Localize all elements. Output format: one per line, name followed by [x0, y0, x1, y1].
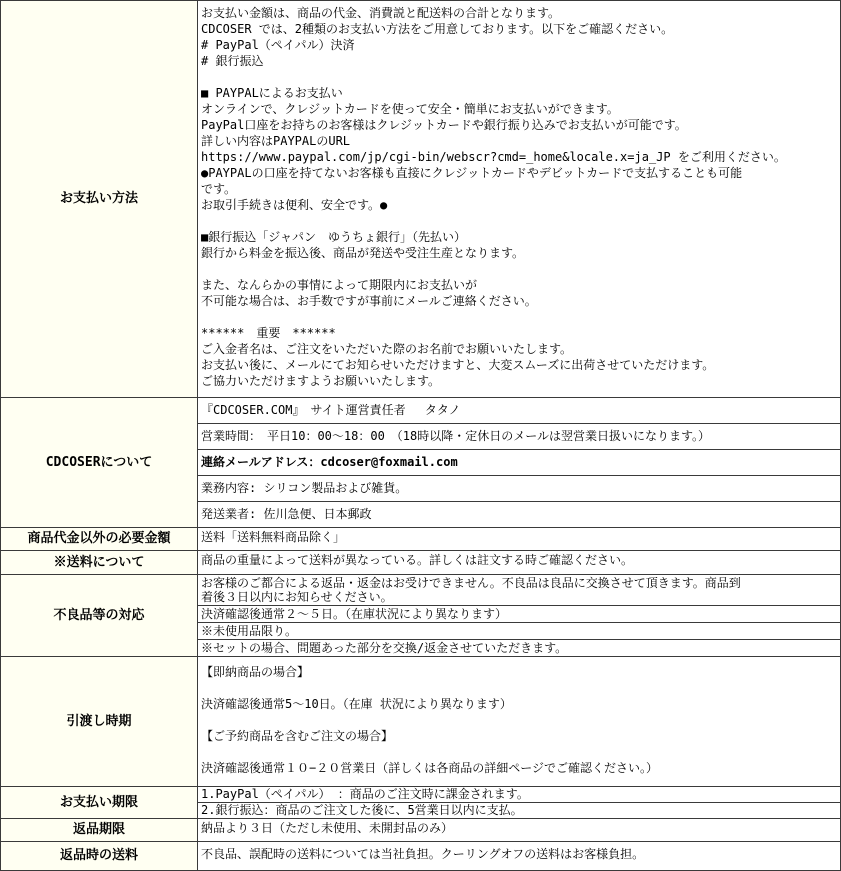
text-line: 営業時間： 平日10：00〜18：00 （18時以降・定休日のメールは翌営業日扱いになります。） — [201, 429, 711, 443]
text-line: 商品の重量によって送料が異なっている。詳しくは註文する時ご確認ください。 — [201, 553, 634, 567]
content-cell — [198, 551, 840, 574]
text-line: 連絡メールアドレス：cdcoser@foxmail.com — [201, 455, 458, 469]
content-cell — [198, 787, 840, 803]
content-cell — [198, 398, 840, 424]
row-content-delivery-time — [198, 657, 840, 786]
text-line: ●PAYPALの口座を持てないお客様も直接にクレジットカードやデビットカードで支払することも可能 — [201, 166, 743, 180]
text-line: 送料「送料無料商品除く」 — [201, 530, 346, 544]
text-line: 不可能な場合は、お手数ですが事前にメールご連絡ください。 — [201, 294, 537, 308]
text-line: ご入金者名は、ご注文をいただいた際のお名前でお願いいたします。 — [201, 342, 573, 356]
row-content-return-deadline — [198, 819, 840, 841]
content-cell — [198, 502, 840, 527]
row-content-about-cdcoser — [198, 398, 840, 527]
content-cell — [198, 476, 840, 502]
text-line: お支払い金額は、商品の代金、消費説と配送料の合計となります。 — [201, 6, 561, 20]
text-line: 決済確認後通常２〜５日。（在庫状況により異なります） — [201, 607, 508, 621]
text-line: オンラインで、クレジットカードを使って安全・簡単にお支払いができます。 — [201, 102, 619, 116]
content-cell — [198, 424, 840, 450]
text-line: 【即納商品の場合】 — [201, 665, 310, 679]
text-line: 詳しい内容はPAYPALのURL — [201, 134, 351, 148]
text-line: # PayPal（ペイパル）決済 — [201, 38, 355, 52]
row-label-about-cdcoser: CDCOSERについて — [1, 398, 198, 527]
text-line: CDCOSER では、2種類のお支払い方法をご用意しております。以下をご確認ください。 — [201, 22, 674, 36]
row-label-extra-fees: 商品代金以外の必要金額 — [1, 528, 198, 550]
table-row-shipping-note — [1, 551, 840, 575]
content-cell — [198, 842, 840, 870]
row-label-defective-items: 不良品等の対応 — [1, 575, 198, 656]
text-line: 銀行から料金を振込後、商品が発送や受注生産となります。 — [201, 246, 525, 260]
row-content-payment-deadline — [198, 787, 840, 818]
text-line — [201, 213, 837, 229]
text-line: 発送業者: 佐川急便、日本郵政 — [201, 507, 372, 521]
text-line: 1.PayPal（ペイパル） ：商品のご注文時に課金されます。 — [201, 787, 529, 801]
table-row-about-cdcoser — [1, 398, 840, 528]
content-cell — [198, 819, 840, 841]
content-cell — [198, 528, 840, 550]
text-line: ご協力いただけますようお願いいたします。 — [201, 374, 441, 388]
text-line: 着後３日以内にお知らせください。 — [201, 590, 393, 604]
row-content-extra-fees — [198, 528, 840, 550]
text-line — [201, 744, 837, 760]
row-content-return-shipping — [198, 842, 840, 870]
content-cell — [198, 575, 840, 606]
text-line: 業務内容: シリコン製品および雑貨。 — [201, 481, 408, 495]
table-row-defective-items — [1, 575, 840, 657]
text-line: ※セットの場合、問題あった部分を交換/返金させていただきます。 — [201, 641, 568, 655]
table-row-return-shipping — [1, 842, 840, 870]
text-line: お客様のご都合による返品・返金はお受けできません。不良品は良品に交換させて頂きます。商品到 — [201, 576, 741, 590]
text-line — [201, 309, 837, 325]
text-line: お取引手続きは便利、安全です。● — [201, 198, 388, 212]
text-line: 決済確認後通常１０−２０営業日（詳しくは各商品の詳細ページでご確認ください。） — [201, 761, 658, 775]
text-line: ■銀行振込「ジャパン ゆうちょ銀行」（先払い） — [201, 230, 466, 244]
text-line: 2.銀行振込：商品のご注文した後に、5営業日以内に支払。 — [201, 803, 523, 817]
text-line: また、なんらかの事情によって期限内にお支払いが — [201, 278, 478, 292]
text-line: です。 — [201, 182, 237, 196]
text-line: # 銀行振込 — [201, 54, 264, 68]
text-line: ■ PAYPALによるお支払い — [201, 86, 343, 100]
row-label-delivery-time: 引渡し時期 — [1, 657, 198, 786]
row-label-return-shipping: 返品時の送料 — [1, 842, 198, 870]
row-label-payment-deadline: お支払い期限 — [1, 787, 198, 818]
content-cell — [198, 606, 840, 623]
content-cell — [198, 640, 840, 656]
row-label-return-deadline: 返品期限 — [1, 819, 198, 841]
text-line: 【ご予約商品を含むご注文の場合】 — [201, 729, 394, 743]
row-label-payment-method: お支払い方法 — [1, 1, 198, 397]
content-cell — [198, 450, 840, 476]
text-line — [201, 712, 837, 728]
text-line: PayPal口座をお持ちのお客様はクレジットカードや銀行振り込みでお支払いが可能です。 — [201, 118, 687, 132]
content-cell — [198, 623, 840, 640]
text-line: 不良品、誤配時の送料については当社負担。クーリングオフの送料はお客様負担。 — [201, 847, 645, 861]
content-cell — [198, 803, 840, 818]
text-line: 『CDCOSER.COM』 サイト運営責任者 タタノ — [201, 403, 461, 417]
text-line: 決済確認後通常5〜10日。（在庫 状況により異なります） — [201, 697, 512, 711]
text-line: ****** 重要 ****** — [201, 326, 336, 340]
text-line: ※未使用品限り。 — [201, 624, 298, 638]
table-row-payment-deadline — [1, 787, 840, 819]
text-line — [201, 680, 837, 696]
content-cell — [198, 1, 840, 397]
text-line — [201, 69, 837, 85]
row-content-shipping-note — [198, 551, 840, 574]
table-row-payment-method — [1, 1, 840, 398]
text-line: https://www.paypal.com/jp/cgi-bin/webscr?cmd=_home&locale.x=ja_JP をご利用ください。 — [201, 150, 786, 164]
row-content-defective-items — [198, 575, 840, 656]
text-line — [201, 261, 837, 277]
text-line: お支払い後に、メールにてお知らせいただけますと、大変スムーズに出荷させていただけます。 — [201, 358, 715, 372]
table-row-delivery-time — [1, 657, 840, 787]
table-row-return-deadline — [1, 819, 840, 842]
table-row-extra-fees — [1, 528, 840, 551]
text-line: 納品より３日（ただし未使用、未開封品のみ） — [201, 821, 454, 835]
row-label-shipping-note: ※送料について — [1, 551, 198, 574]
content-cell — [198, 657, 840, 786]
row-content-payment-method — [198, 1, 840, 397]
